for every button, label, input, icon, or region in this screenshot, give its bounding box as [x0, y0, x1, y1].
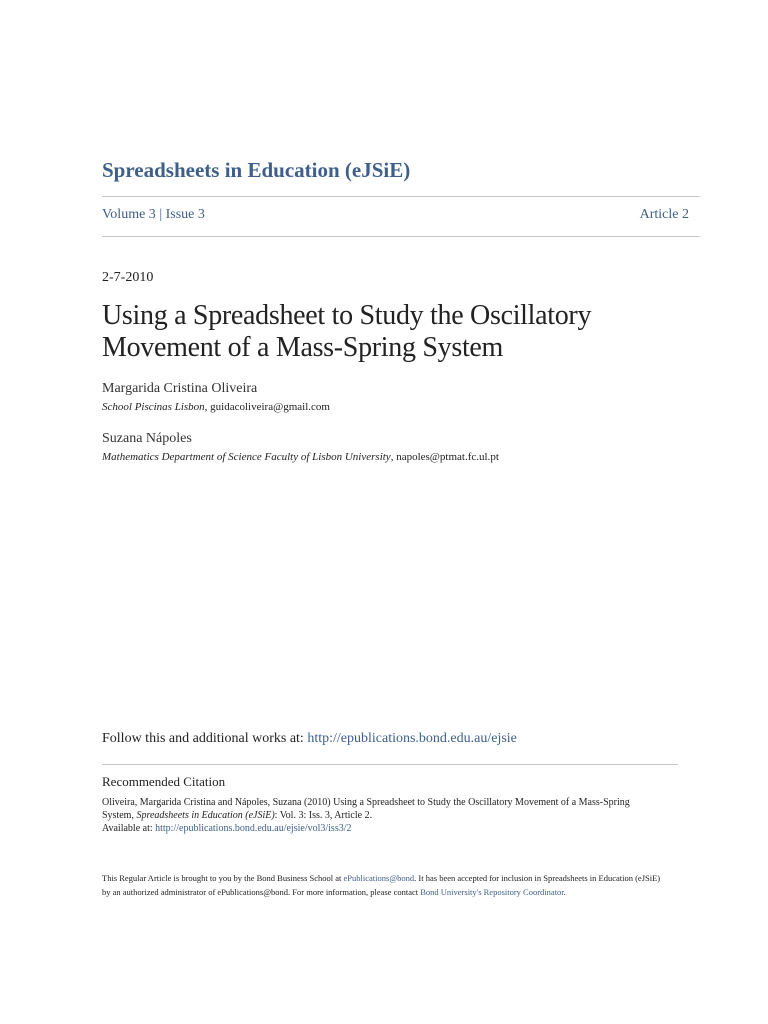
epublications-link[interactable]: ePublications@bond — [343, 873, 415, 883]
citation-available — [102, 822, 672, 835]
citation-divider — [102, 764, 678, 765]
available-link[interactable]: http://epublications.bond.edu.au/ejsie/vol3/iss3/2 — [155, 823, 352, 834]
citation-journal: Spreadsheets in Education (eJSiE) — [136, 810, 275, 821]
title-line-1: Using a Spreadsheet to Study the Oscillatory — [102, 300, 592, 331]
follow-line — [102, 731, 517, 747]
article-title — [102, 300, 702, 364]
author-name: Margarida Cristina Oliveira — [102, 381, 258, 396]
issue-row — [102, 207, 689, 223]
citation-heading: Recommended Citation — [102, 774, 226, 789]
article-link[interactable]: Article 2 — [639, 207, 689, 222]
affiliation-name: Mathematics Department of Science Faculty of Lisbon University — [102, 451, 391, 463]
author-email: , guidacoliveira@gmail.com — [204, 401, 330, 413]
footer-text: This Regular Article is brought to you by the Bond Business School at — [102, 873, 344, 883]
follow-label: Follow this and additional works at: — [102, 731, 308, 746]
affiliation-name: School Piscinas Lisbon — [102, 401, 205, 413]
top-divider — [102, 196, 700, 197]
author-affiliation — [102, 401, 330, 413]
author-email: , napoles@ptmat.fc.ul.pt — [390, 451, 499, 463]
issue-link[interactable]: Issue 3 — [165, 207, 205, 222]
follow-link[interactable]: http://epublications.bond.edu.au/ejsie — [307, 731, 517, 746]
bottom-divider — [102, 236, 700, 237]
footer-text: . It has been accepted for inclusion in Spreadsheets in Education (eJSiE) by an authorized administrator of ePublications@bond. For more information, please contact — [102, 873, 661, 897]
citation-text: System, — [102, 810, 137, 821]
citation-text: : Vol. 3: Iss. 3, Article 2. — [274, 810, 373, 821]
citation-line-1: Oliveira, Margarida Cristina and Nápoles, Suzana (2010) Using a Spreadsheet to Study the Oscillatory Movement of a Mass-Spring — [102, 797, 630, 808]
volume-link[interactable]: Volume 3 — [102, 207, 156, 222]
issue-separator: | — [155, 207, 166, 222]
citation-line-2 — [102, 809, 672, 822]
available-label: Available at: — [102, 823, 156, 834]
repository-coordinator-link[interactable]: Bond University's Repository Coordinator — [420, 887, 564, 897]
footer-note — [102, 871, 662, 899]
footer-text: . — [563, 887, 566, 897]
author-affiliation — [102, 451, 499, 463]
title-line-2: Movement of a Mass-Spring System — [102, 332, 504, 363]
journal-title[interactable]: Spreadsheets in Education (eJSiE) — [102, 158, 411, 182]
citation-block — [102, 796, 672, 835]
publication-date: 2-7-2010 — [102, 270, 154, 285]
author-name: Suzana Nápoles — [102, 431, 192, 446]
